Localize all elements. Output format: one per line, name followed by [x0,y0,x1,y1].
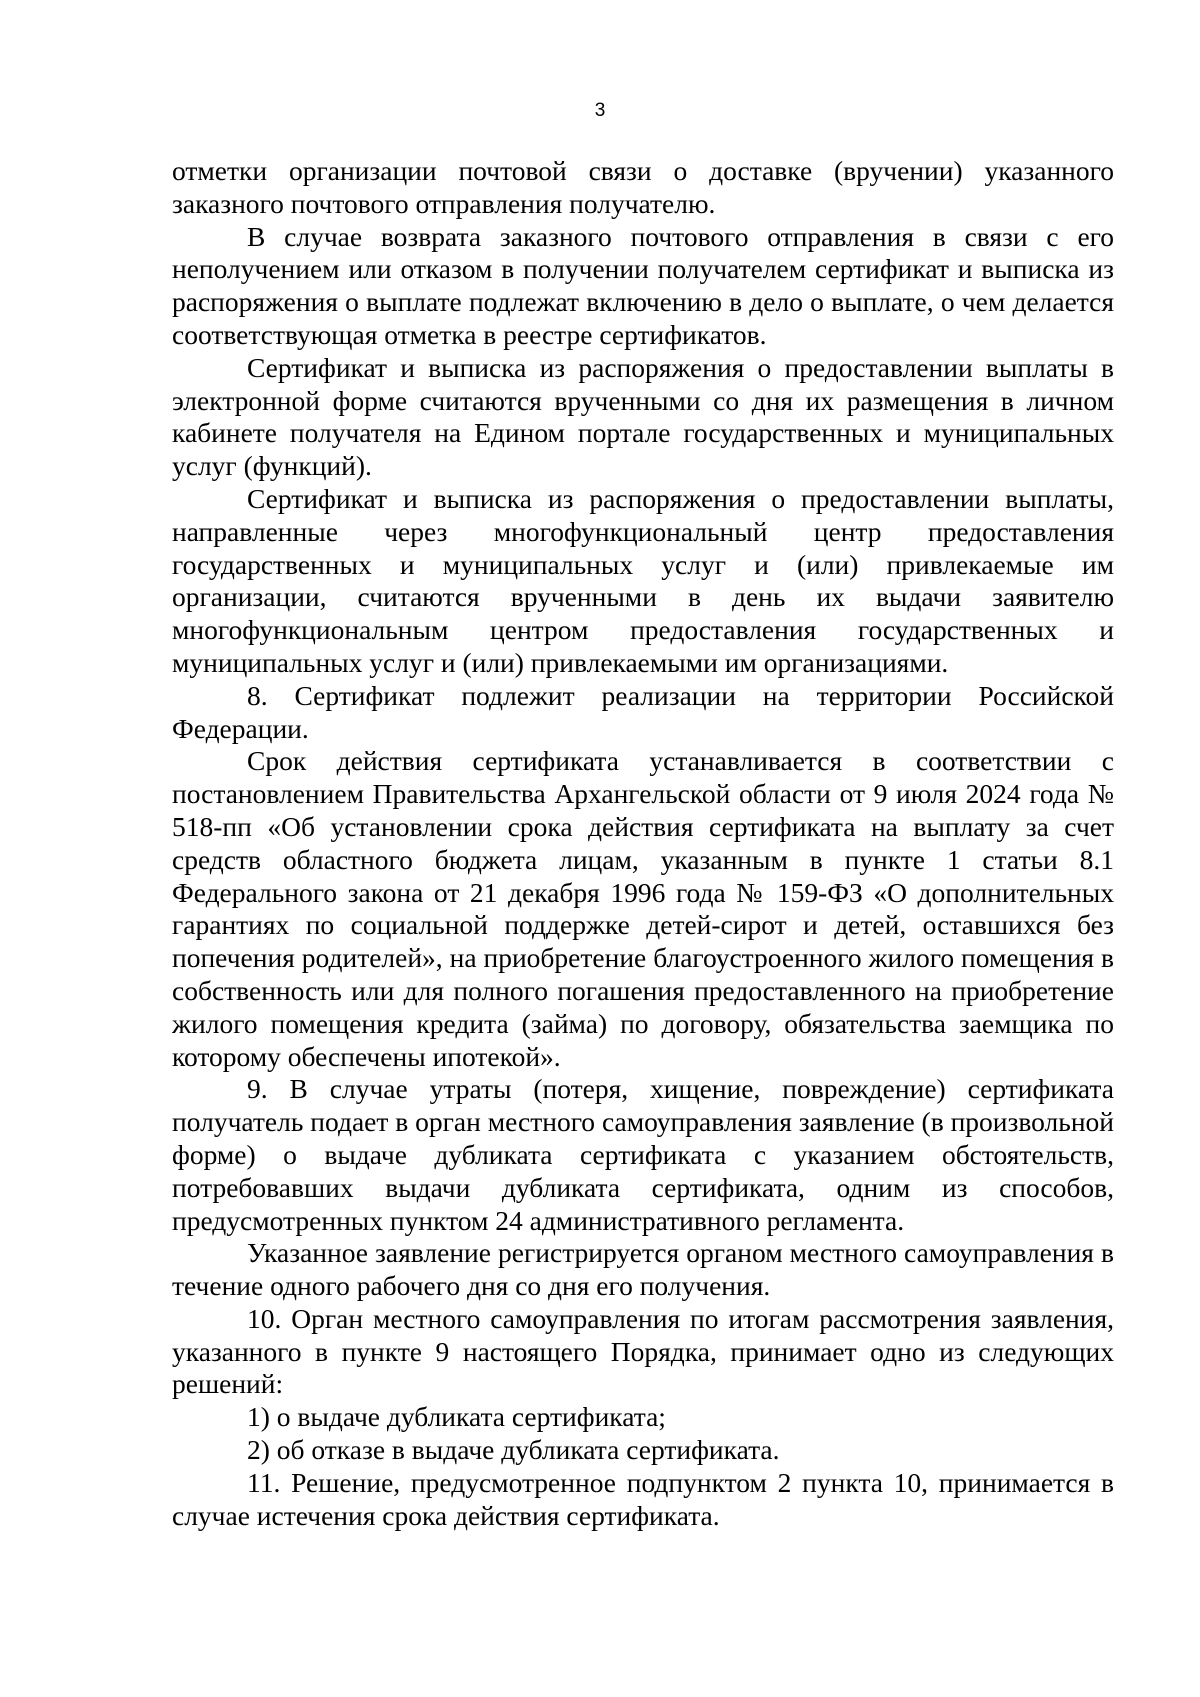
page-number: 3 [594,100,606,121]
paragraph-mfc-delivery: Сертификат и выписка из распоряжения о предоставлении выплаты, направленные через многофункциональный центр предоставления государственных и муниципальных услуг и (или) привлекаемые им организации, считаются врученными в день их выдачи заявителю многофункциональным центром предоставления государственных и муниципальных услуг и (или) привлекаемыми им организациями. [172,482,1114,678]
document-body [172,155,1114,1532]
paragraph-item-11: 11. Решение, предусмотренное подпунктом 2 пункта 10, принимается в случае истечения срока действия сертификата. [172,1466,1114,1531]
paragraph-validity-period: Срок действия сертификата устанавливается в соответствии с постановлением Правительства Архангельской области от 9 июля 2024 года № 518-пп «Об установлении срока действия сертификата на выплату за счет средств областного бюджета лицам, указанным в пункте 1 статьи 8.1 Федерального закона от 21 декабря 1996 года № 159-ФЗ «О дополнительных гарантиях по социальной поддержке детей-сирот и детей, оставшихся без попечения родителей», на приобретение благоустроенного жилого помещения в собственность или для полного погашения предоставленного на приобретение жилого помещения кредита (займа) по договору, обязательства заемщика по которому обеспечены ипотекой». [172,745,1114,1072]
paragraph-return-of-mail: В случае возврата заказного почтового отправления в связи с его неполучением или отказом в получении получателем сертификат и выписка из распоряжения о выплате подлежат включению в дело о выплате, о чем делается соответствующая отметка в реестре сертификатов. [172,220,1114,350]
paragraph-decision-2: 2) об отказе в выдаче дубликата сертификата. [247,1434,780,1466]
paragraph-decision-1: 1) о выдаче дубликата сертификата; [247,1401,666,1433]
paragraph-item-10: 10. Орган местного самоуправления по итогам рассмотрения заявления, указанного в пункте 9 настоящего Порядка, принимает одно из следующих решений: [172,1302,1114,1400]
paragraph-electronic-delivery: Сертификат и выписка из распоряжения о предоставлении выплаты в электронной форме считаются врученными со дня их размещения в личном кабинете получателя на Едином портале государственных и муниципальных услуг (функций). [172,351,1114,482]
paragraph-registration: Указанное заявление регистрируется органом местного самоуправления в течение одного рабочего дня со дня его получения. [172,1237,1114,1302]
paragraph-item-8: 8. Сертификат подлежит реализации на территории Российской Федерации. [172,679,1114,744]
paragraph-continuation: отметки организации почтовой связи о доставке (вручении) указанного заказного почтового отправления получателю. [172,155,1114,219]
paragraph-item-9: 9. В случае утраты (потеря, хищение, повреждение) сертификата получатель подает в орган местного самоуправления заявление (в произвольной форме) о выдаче дубликата сертификата с указанием обстоятельств, потребовавших выдачи дубликата сертификата, одним из способов, предусмотренных пунктом 24 административного регламента. [172,1073,1114,1236]
